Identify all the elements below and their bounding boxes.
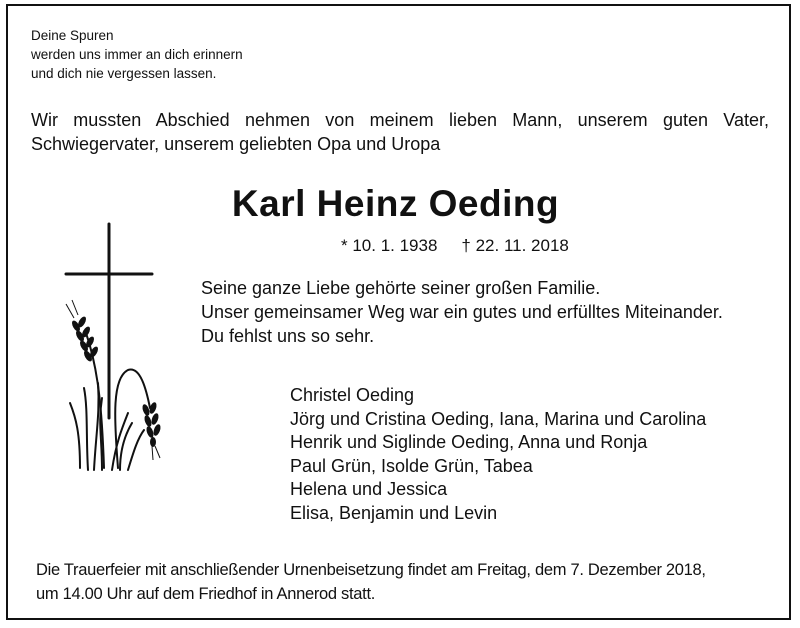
intro-line: Schwiegervater, unserem geliebten Opa und Uropa [31, 134, 441, 154]
obituary-notice [6, 4, 791, 620]
death-date: † 22. 11. 2018 [461, 236, 569, 255]
mourner-entry: Christel Oeding [290, 385, 415, 405]
intro-line: Wir mussten Abschied nehmen von meinem lieben Mann, unserem guten Vater, [31, 110, 769, 130]
deceased-name: Karl Heinz Oeding [231, 183, 560, 224]
tribute-line: Seine ganze Liebe gehörte seiner großen Familie. [201, 278, 601, 298]
mourners-list [290, 384, 706, 525]
birth-date: * 10. 1. 1938 [341, 236, 438, 255]
motto-verse [31, 26, 243, 83]
tribute-line: Du fehlst uns so sehr. [201, 326, 375, 346]
funeral-notice-line: um 14.00 Uhr auf dem Friedhof in Annerod statt. [36, 585, 376, 603]
life-dates [341, 236, 569, 256]
motto-line: Deine Spuren [31, 28, 114, 43]
tribute-line: Unser gemeinsamer Weg war ein gutes und erfülltes Miteinander. [201, 302, 723, 322]
mourner-entry: Elisa, Benjamin und Levin [290, 502, 498, 523]
funeral-notice-line: Die Trauerfeier mit anschließender Urnenbeisetzung findet am Freitag, dem 7. Dezember 2018, [36, 561, 706, 579]
intro-text [31, 108, 769, 156]
tribute-text [201, 276, 723, 348]
motto-line: und dich nie vergessen lassen. [31, 66, 217, 81]
mourner-entry: Henrik und Siglinde Oeding, Anna und Ronja [290, 432, 648, 452]
motto-line: werden uns immer an dich erinnern [31, 47, 243, 62]
funeral-notice [36, 558, 706, 606]
mourner-entry: Paul Grün, Isolde Grün, Tabea [290, 455, 533, 476]
cross-with-wheat-icon [58, 218, 168, 483]
mourner-entry: Helena und Jessica [290, 479, 448, 499]
mourner-entry: Jörg und Cristina Oeding, Iana, Marina und Carolina [290, 408, 707, 429]
